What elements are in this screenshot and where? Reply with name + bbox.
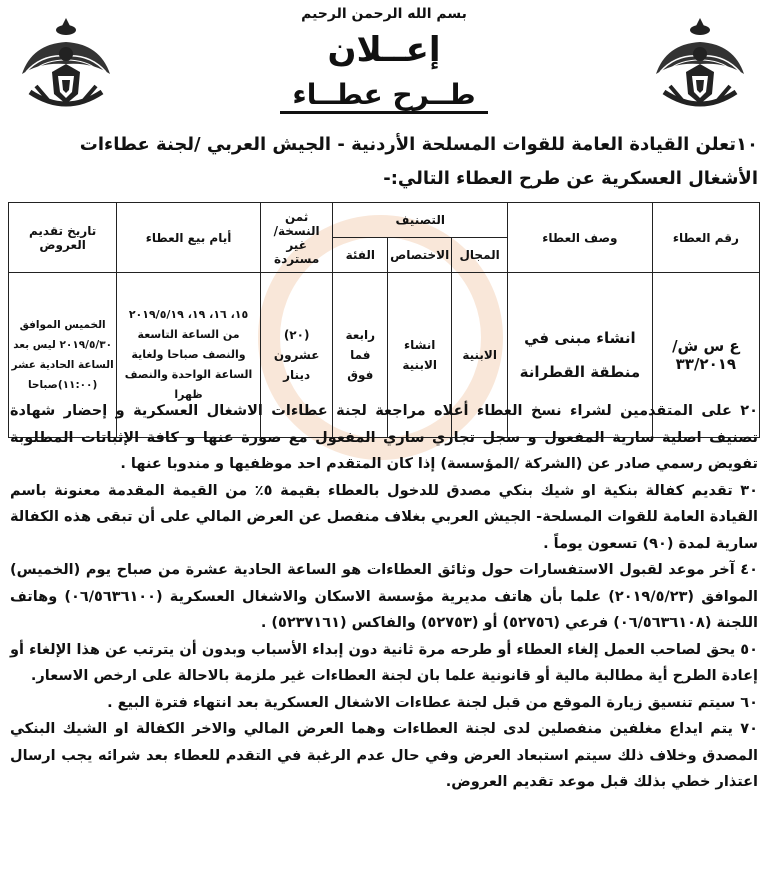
header-description: وصف العطاء [508, 203, 653, 273]
header-category: الفئة [333, 238, 388, 273]
header-field: المجال [452, 238, 508, 273]
cell-category: رابعة فما فوق [333, 273, 388, 438]
cell-field: الابنية [452, 273, 508, 438]
clause-3: ٣٠ تقديم كفالة بنكية او شيك بنكي مصدق للدخول بالعطاء بقيمة ٥٪ من القيمة المقدمة معنونة باسم القيادة العامة للقوات المسلحة- الجيش العربي بغلاف منفصل عن العرض المالي على أن تبقى هذه الكفالة سارية لمدة (٩٠) تسعون يوماً . [10, 482, 758, 552]
subtitle-text: طــرح عطــاء [280, 78, 487, 114]
header-number: رقم العطاء [652, 203, 759, 273]
intro-paragraph: ١٠تعلن القيادة العامة للقوات المسلحة الأردنية - الجيش العربي /لجنة عطاءات الأشغال العسكرية عن طرح العطاء التالي:- [79, 134, 758, 189]
cell-sale-days: ١٥، ١٦، ١٩، ٢٠١٩/٥/١٩ من الساعة التاسعة والنصف صباحا ولغاية الساعة الواحدة والنصف ظهرا [117, 273, 261, 438]
cell-description: انشاء مبنى في منطقة القطرانة [508, 273, 653, 438]
clauses-list [10, 398, 758, 796]
table-header-row [9, 203, 760, 238]
header-submit-date: تاريخ تقديم العروض [9, 203, 117, 273]
announcement-title: إعــلان [327, 30, 441, 70]
cell-number: ع س ش/٣٣/٢٠١٩ [652, 273, 759, 438]
clause-2: ٢٠ على المتقدمين لشراء نسخ العطاء أعلاه مراجعة لجنة عطاءات الاشغال العسكرية و إحضار شهادة تصنيف اصلية سارية المفعول و سجل تجاري ساري المفعول مع صورة عنها و كافة الإثباتات المطلوبة تفويض رسمي صادر عن (الشركة /المؤسسة) إذا كان المتقدم احد موظفيها و مندوبا عنها . [10, 403, 758, 472]
clause-5: ٥٠ يحق لصاحب العمل إلغاء العطاء أو طرحه مرة ثانية دون إبداء الأسباب وبدون أن يترتب عن هذا الإلغاء أو إعادة الطرح أية مطالبة مالية أو قانونية علما بان لجنة العطاءات غير ملزمة بالاحالة على ارخص الاسعار. [10, 641, 758, 684]
header-price: ثمن النسخة/ غير مستردة [260, 203, 333, 273]
header-sale-days: أيام بيع العطاء [117, 203, 261, 273]
clause-4: ٤٠ آخر موعد لقبول الاستفسارات حول وثائق العطاءات هو الساعة الحادية عشرة من صباح يوم (الخميس) الموافق (٢٠١٩/٥/٢٣) علما بأن هاتف مديرية مؤسسة الاسكان والاشغال العسكرية (٠٦/٥٦٣٦١٠٠) وهاتف اللجنة (٠٦/٥٦٣٦١٠٨) فرعي (٥٢٧٥٦) أو (٥٢٧٥٣) والفاكس (٥٢٣٧١٦١) . [10, 562, 758, 631]
cell-specialty: انشاء الابنية [388, 273, 452, 438]
announcement-subtitle [0, 78, 768, 111]
cell-price: (٢٠) عشرون دينار [260, 273, 333, 438]
header-classification: التصنيف [333, 203, 508, 238]
cell-submit-date: الخميس الموافق ٢٠١٩/٥/٣٠ ليس بعد الساعة الحادية عشر (١١:٠٠)صباحا [9, 273, 117, 438]
clause-7: ٧٠ يتم ايداع مغلفين منفصلين لدى لجنة العطاءات وهما العرض المالي والاخر الكفالة او الشيك البنكي المصدق وخلاف ذلك سيتم استبعاد العرض وفي حال عدم الرغبة في التقدم للعطاء بعد شرائه يجب ارسال اعتذار خطي بذلك قبل موعد تقديم العروض. [10, 721, 758, 790]
clause-6: ٦٠ سيتم تنسيق زيارة الموقع من قبل لجنة عطاءات الاشغال العسكرية بعد انتهاء فترة البيع . [107, 694, 758, 711]
basmala: بسم الله الرحمن الرحيم [301, 6, 467, 22]
header-specialty: الاختصاص [388, 238, 452, 273]
